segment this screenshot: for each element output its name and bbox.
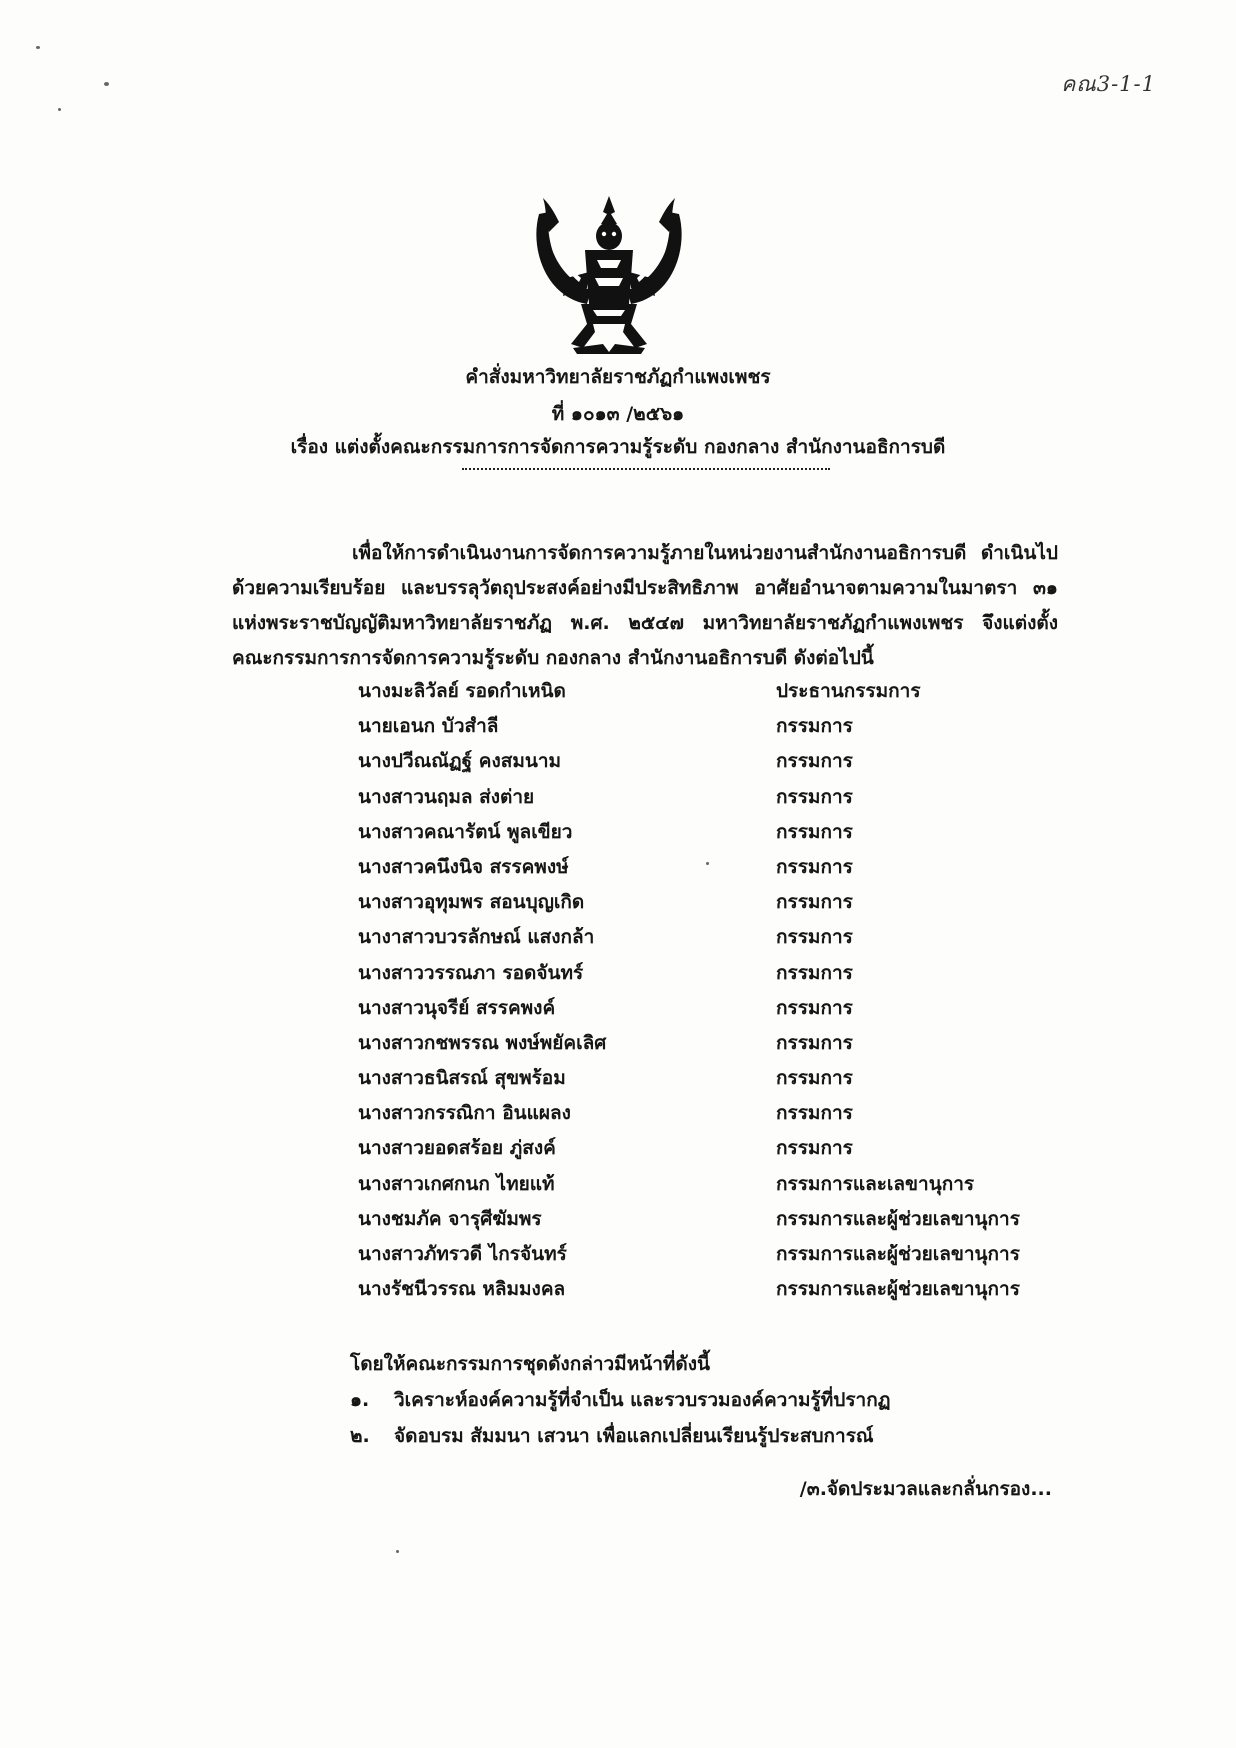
member-role: กรรมการ — [776, 891, 853, 914]
member-role: กรรมการและเลขานุการ — [776, 1172, 975, 1195]
body-line: ด้วยความเรียบร้อย และบรรลุวัตถุประสงค์อย่างมีประสิทธิภาพ อาศัยอำนาจตามความในมาตรา ๓๑ — [232, 577, 1058, 599]
duty-item — [350, 1382, 1070, 1418]
member-role: กรรมการ — [776, 855, 853, 878]
duty-number: ๑. — [350, 1389, 370, 1411]
member-row — [358, 852, 1058, 887]
member-row — [358, 746, 1058, 781]
member-row — [358, 1063, 1058, 1098]
member-row — [358, 1204, 1058, 1239]
member-name: นางปวีณณัฏฐ์ คงสมนาม — [358, 750, 562, 773]
scan-speck — [58, 108, 61, 111]
duties-intro: โดยให้คณะกรรมการชุดดังกล่าวมีหน้าที่ดังนี้ — [350, 1353, 711, 1375]
member-row — [358, 1098, 1058, 1133]
member-role: กรรมการและผู้ช่วยเลขานุการ — [776, 1278, 1020, 1301]
continuation-note: /๓.จัดประมวลและกลั่นกรอง... — [799, 1478, 1052, 1500]
member-name: นางสาวเกศกนก ไทยแท้ — [358, 1172, 555, 1195]
member-name: นางมะลิวัลย์ รอดกำเหนิด — [358, 680, 566, 702]
member-role: กรรมการ — [776, 996, 853, 1019]
scan-speck — [36, 46, 40, 49]
duty-item — [350, 1418, 1070, 1454]
member-name: นางสาววรรณภา รอดจันทร์ — [358, 961, 584, 984]
member-row — [358, 958, 1058, 993]
member-role: กรรมการ — [776, 750, 853, 773]
member-name: นางาสาวบวรลักษณ์ แสงกล้า — [358, 926, 595, 949]
member-name: นางสาวยอดสร้อย ภู่สงค์ — [358, 1137, 556, 1160]
duties-section — [350, 1346, 1070, 1454]
member-role: กรรมการและผู้ช่วยเลขานุการ — [776, 1207, 1020, 1230]
member-name: นางสาวนฤมล ส่งต่าย — [358, 785, 535, 808]
member-name: นางสาวกชพรรณ พงษ์พยัคเลิศ — [358, 1031, 607, 1054]
member-role: กรรมการ — [776, 1031, 853, 1054]
member-role: ประธานกรรมการ — [776, 680, 921, 702]
order-number: ที่ ๑๐๑๓ /๒๕๖๑ — [551, 403, 685, 425]
body-line: คณะกรรมการการจัดการความรู้ระดับ กองกลาง สำนักงานอธิการบดี ดังต่อไปนี้ — [232, 647, 874, 669]
garuda-emblem — [531, 192, 687, 354]
member-row — [358, 782, 1058, 817]
duty-text: วิเคราะห์องค์ความรู้ที่จำเป็น และรวบรวมองค์ความรู้ที่ปรากฏ — [394, 1389, 891, 1411]
body-line: เพื่อให้การดำเนินงานการจัดการความรู้ภายในหน่วยงานสำนักงานอธิการบดี ดำเนินไป — [352, 542, 1058, 564]
member-role: กรรมการและผู้ช่วยเลขานุการ — [776, 1243, 1020, 1265]
scan-speck — [706, 862, 709, 865]
member-row — [358, 887, 1058, 922]
member-role: กรรมการ — [776, 1067, 853, 1090]
member-role: กรรมการ — [776, 1137, 853, 1160]
member-name: นางสาวนุจรีย์ สรรคพงค์ — [358, 996, 556, 1019]
member-row — [358, 1028, 1058, 1063]
body-paragraph — [232, 536, 1058, 676]
member-row — [358, 1133, 1058, 1168]
order-title: คำสั่งมหาวิทยาลัยราชภัฏกำแพงเพชร — [465, 366, 771, 388]
member-name: นางสาวกรรณิกา อินแผลง — [358, 1102, 571, 1125]
member-name: นายเอนก บัวสำลี — [358, 715, 499, 738]
member-row — [358, 922, 1058, 957]
member-role: กรรมการ — [776, 926, 853, 949]
member-name: นางสาวภัทรวดี ไกรจันทร์ — [358, 1243, 567, 1265]
scan-speck — [396, 1550, 399, 1553]
member-row — [358, 676, 1058, 711]
handwritten-reference-mark: คณ3-1-1 — [1061, 72, 1156, 96]
duty-text: จัดอบรม สัมมนา เสวนา เพื่อแลกเปลี่ยนเรียนรู้ประสบการณ์ — [394, 1425, 874, 1447]
member-row — [358, 993, 1058, 1028]
member-name: นางรัชนีวรรณ หลิมมงคล — [358, 1278, 566, 1301]
member-name: นางสาวคนึงนิจ สรรคพงษ์ — [358, 855, 569, 878]
separator-line — [462, 468, 830, 470]
member-name: นางสาวคณารัตน์ พูลเขียว — [358, 820, 573, 843]
member-row — [358, 817, 1058, 852]
member-name: นางสาวอุทุมพร สอนบุญเกิด — [358, 891, 585, 914]
member-row — [358, 1274, 1058, 1309]
member-role: กรรมการ — [776, 785, 853, 808]
member-name: นางสาวธนิสรณ์ สุขพร้อม — [358, 1067, 566, 1090]
member-list — [358, 676, 1058, 1309]
duty-number: ๒. — [350, 1425, 370, 1447]
scan-speck — [104, 82, 109, 86]
member-name: นางชมภัค จารุศีฆัมพร — [358, 1207, 542, 1230]
member-row — [358, 1169, 1058, 1204]
member-role: กรรมการ — [776, 1102, 853, 1125]
body-line: แห่งพระราชบัญญัติมหาวิทยาลัยราชภัฏ พ.ศ. ๒๕๔๗ มหาวิทยาลัยราชภัฏกำแพงเพชร จึงแต่งตั้ง — [232, 612, 1058, 634]
member-row — [358, 711, 1058, 746]
member-role: กรรมการ — [776, 820, 853, 843]
order-subject: เรื่อง แต่งตั้งคณะกรรมการการจัดการความรู้ระดับ กองกลาง สำนักงานอธิการบดี — [290, 436, 946, 458]
member-row — [358, 1239, 1058, 1274]
member-role: กรรมการ — [776, 961, 853, 984]
member-role: กรรมการ — [776, 715, 853, 738]
